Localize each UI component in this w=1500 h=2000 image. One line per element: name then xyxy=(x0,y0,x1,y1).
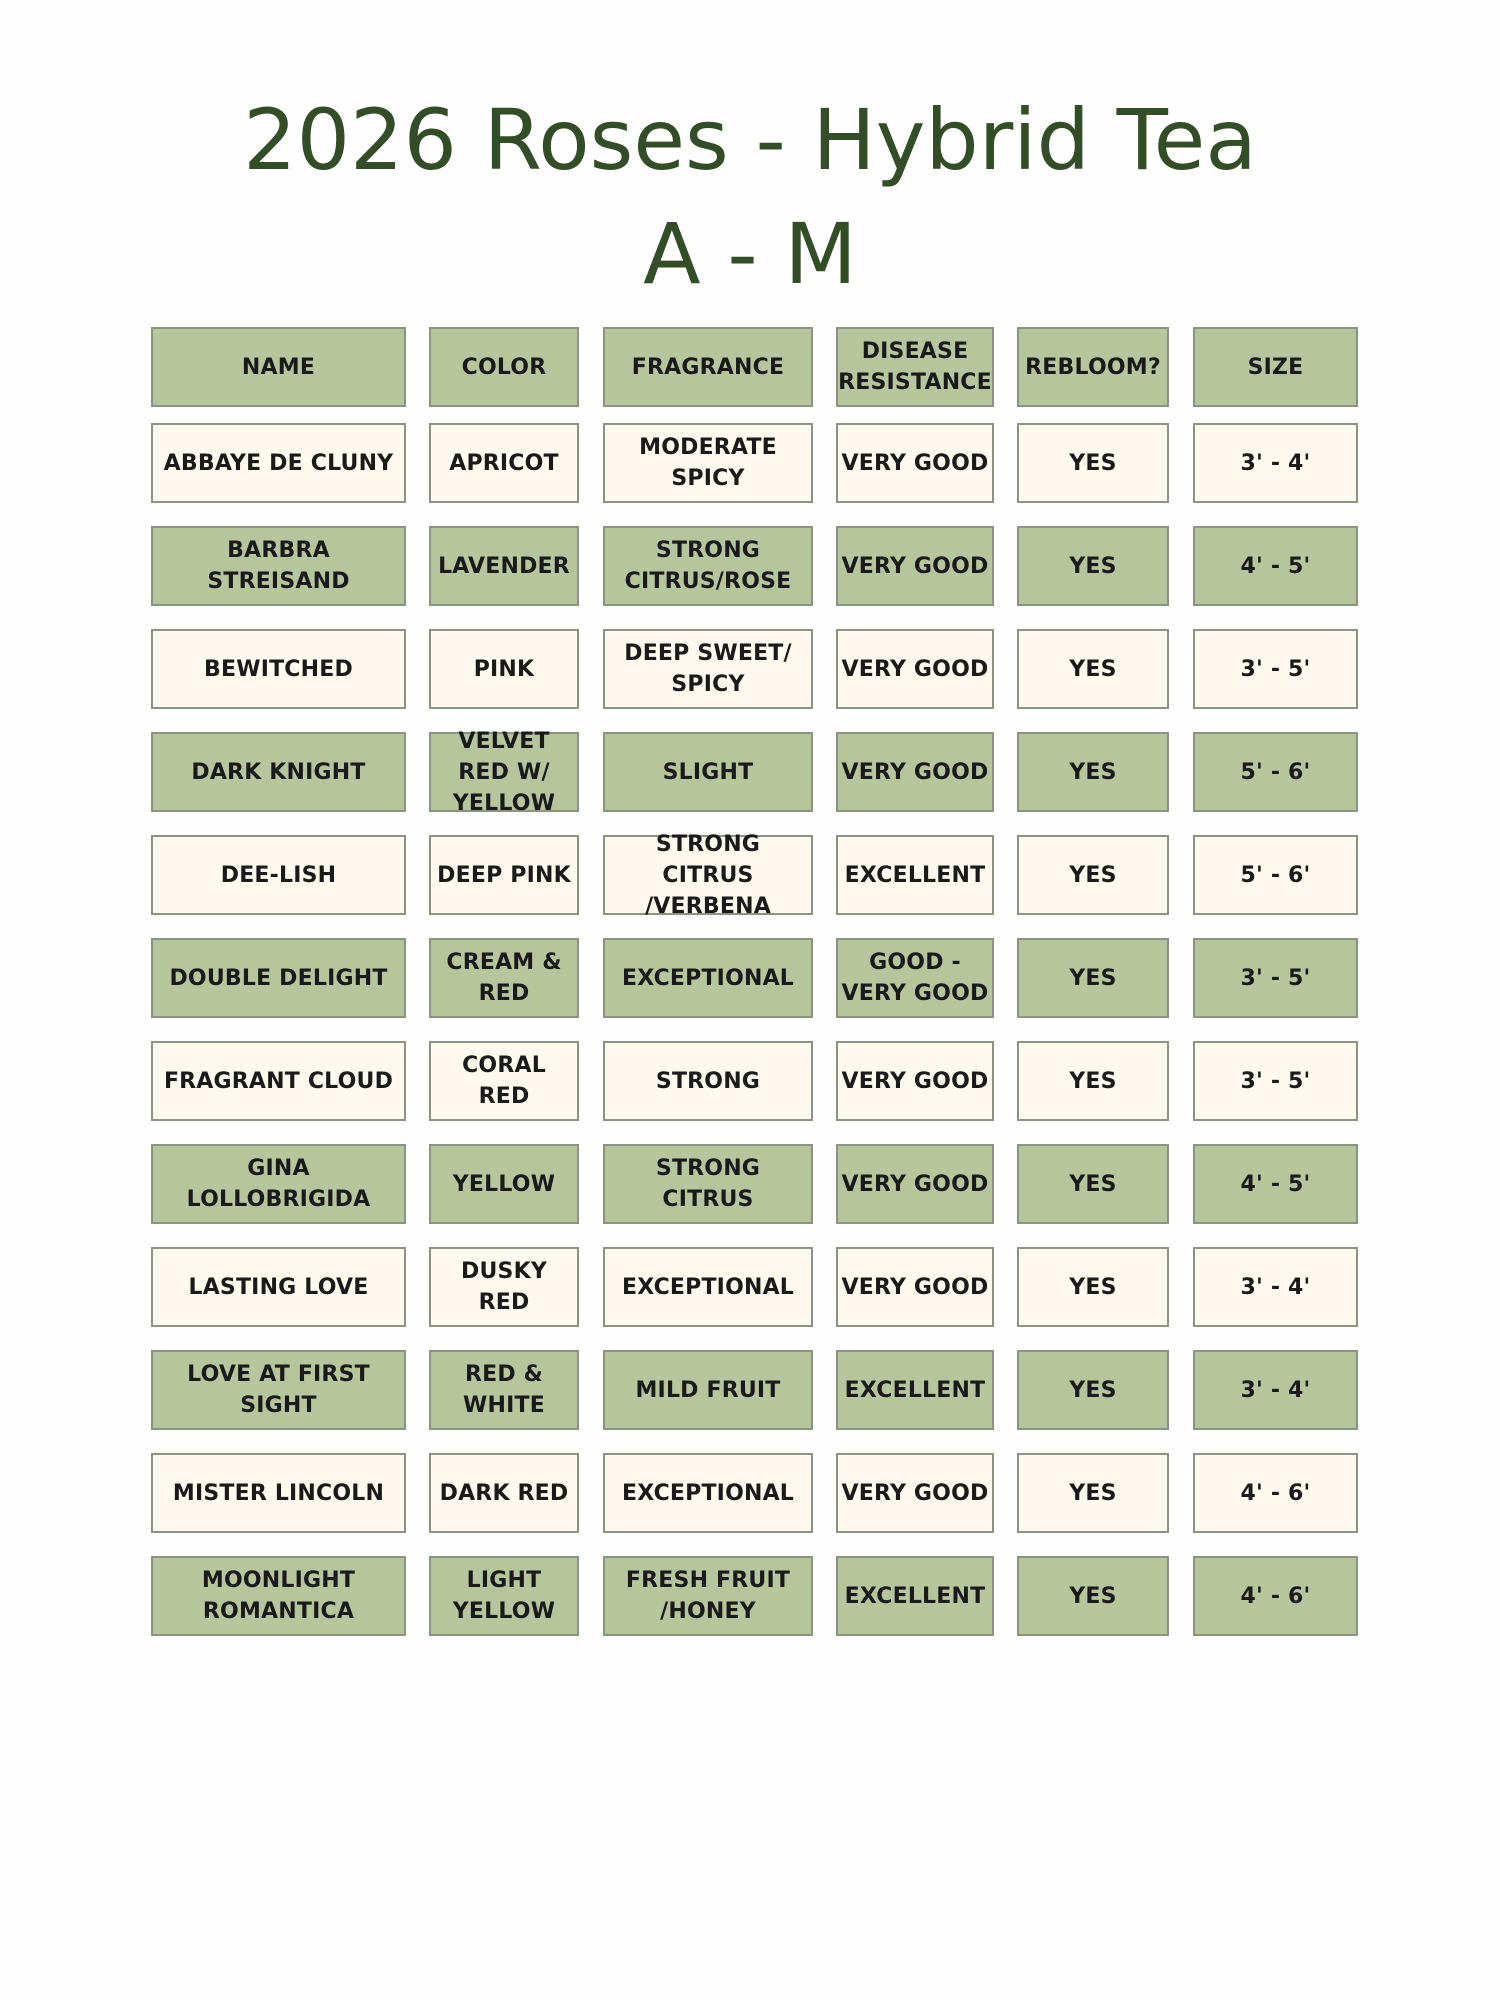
rebloom-cell: YES xyxy=(1017,1247,1169,1327)
size-cell: 3' - 4' xyxy=(1193,1350,1358,1430)
name-cell: LASTING LOVE xyxy=(151,1247,406,1327)
name-cell: GINA LOLLOBRIGIDA xyxy=(151,1144,406,1224)
size-cell: 5' - 6' xyxy=(1193,732,1358,812)
fragrance-cell: MODERATE SPICY xyxy=(603,423,813,503)
fragrance-cell: DEEP SWEET/ SPICY xyxy=(603,629,813,709)
color-cell: LAVENDER xyxy=(429,526,579,606)
size-cell: 3' - 5' xyxy=(1193,1041,1358,1121)
name-cell: BARBRA STREISAND xyxy=(151,526,406,606)
disease-resistance-cell: VERY GOOD xyxy=(836,526,994,606)
color-cell: CREAM & RED xyxy=(429,938,579,1018)
fragrance-cell: SLIGHT xyxy=(603,732,813,812)
size-cell: 4' - 6' xyxy=(1193,1453,1358,1533)
table-row xyxy=(151,1041,1361,1121)
header-size: SIZE xyxy=(1193,327,1358,407)
disease-resistance-cell: VERY GOOD xyxy=(836,1144,994,1224)
size-cell: 4' - 5' xyxy=(1193,526,1358,606)
rebloom-cell: YES xyxy=(1017,526,1169,606)
disease-resistance-cell: VERY GOOD xyxy=(836,1041,994,1121)
table-row xyxy=(151,423,1361,503)
rebloom-cell: YES xyxy=(1017,835,1169,915)
header-rebloom: REBLOOM? xyxy=(1017,327,1169,407)
disease-resistance-cell: GOOD - VERY GOOD xyxy=(836,938,994,1018)
page-subtitle: A - M xyxy=(643,205,857,303)
fragrance-cell: STRONG CITRUS /VERBENA xyxy=(603,835,813,915)
size-cell: 5' - 6' xyxy=(1193,835,1358,915)
header-name: NAME xyxy=(151,327,406,407)
color-cell: CORAL RED xyxy=(429,1041,579,1121)
fragrance-cell: EXCEPTIONAL xyxy=(603,938,813,1018)
fragrance-cell: FRESH FRUIT /HONEY xyxy=(603,1556,813,1636)
rebloom-cell: YES xyxy=(1017,1144,1169,1224)
color-cell: LIGHT YELLOW xyxy=(429,1556,579,1636)
size-cell: 4' - 6' xyxy=(1193,1556,1358,1636)
header-color: COLOR xyxy=(429,327,579,407)
table-row xyxy=(151,728,1361,816)
color-cell: PINK xyxy=(429,629,579,709)
rebloom-cell: YES xyxy=(1017,1453,1169,1533)
size-cell: 4' - 5' xyxy=(1193,1144,1358,1224)
size-cell: 3' - 5' xyxy=(1193,629,1358,709)
rebloom-cell: YES xyxy=(1017,423,1169,503)
color-cell: DUSKY RED xyxy=(429,1247,579,1327)
disease-resistance-cell: VERY GOOD xyxy=(836,423,994,503)
table-row xyxy=(151,938,1361,1018)
disease-resistance-cell: EXCELLENT xyxy=(836,1350,994,1430)
name-cell: ABBAYE DE CLUNY xyxy=(151,423,406,503)
color-cell: DEEP PINK xyxy=(429,835,579,915)
name-cell: LOVE AT FIRST SIGHT xyxy=(151,1350,406,1430)
name-cell: DARK KNIGHT xyxy=(151,732,406,812)
name-cell: MOONLIGHT ROMANTICA xyxy=(151,1556,406,1636)
name-cell: FRAGRANT CLOUD xyxy=(151,1041,406,1121)
rebloom-cell: YES xyxy=(1017,1041,1169,1121)
table-row xyxy=(151,526,1361,606)
size-cell: 3' - 5' xyxy=(1193,938,1358,1018)
table-row xyxy=(151,1350,1361,1430)
rebloom-cell: YES xyxy=(1017,1350,1169,1430)
size-cell: 3' - 4' xyxy=(1193,423,1358,503)
name-cell: DEE-LISH xyxy=(151,835,406,915)
page-title: 2026 Roses - Hybrid Tea xyxy=(243,91,1257,189)
disease-resistance-cell: VERY GOOD xyxy=(836,1247,994,1327)
disease-resistance-cell: VERY GOOD xyxy=(836,732,994,812)
rebloom-cell: YES xyxy=(1017,1556,1169,1636)
table-row xyxy=(151,1144,1361,1224)
table-row xyxy=(151,1453,1361,1533)
color-cell: YELLOW xyxy=(429,1144,579,1224)
name-cell: DOUBLE DELIGHT xyxy=(151,938,406,1018)
header-fragrance: FRAGRANCE xyxy=(603,327,813,407)
fragrance-cell: STRONG CITRUS xyxy=(603,1144,813,1224)
color-cell: VELVET RED W/ YELLOW xyxy=(429,732,579,812)
fragrance-cell: MILD FRUIT xyxy=(603,1350,813,1430)
name-cell: MISTER LINCOLN xyxy=(151,1453,406,1533)
fragrance-cell: EXCEPTIONAL xyxy=(603,1453,813,1533)
color-cell: DARK RED xyxy=(429,1453,579,1533)
disease-resistance-cell: VERY GOOD xyxy=(836,629,994,709)
header-row xyxy=(151,327,1361,407)
header-disease-resistance: DISEASE RESISTANCE xyxy=(836,327,994,407)
fragrance-cell: EXCEPTIONAL xyxy=(603,1247,813,1327)
name-cell: BEWITCHED xyxy=(151,629,406,709)
fragrance-cell: STRONG xyxy=(603,1041,813,1121)
disease-resistance-cell: VERY GOOD xyxy=(836,1453,994,1533)
fragrance-cell: STRONG CITRUS/ROSE xyxy=(603,526,813,606)
table-row xyxy=(151,831,1361,919)
disease-resistance-cell: EXCELLENT xyxy=(836,835,994,915)
disease-resistance-cell: EXCELLENT xyxy=(836,1556,994,1636)
size-cell: 3' - 4' xyxy=(1193,1247,1358,1327)
rebloom-cell: YES xyxy=(1017,732,1169,812)
table-row xyxy=(151,1247,1361,1327)
color-cell: RED & WHITE xyxy=(429,1350,579,1430)
table-row xyxy=(151,1556,1361,1636)
color-cell: APRICOT xyxy=(429,423,579,503)
rebloom-cell: YES xyxy=(1017,938,1169,1018)
rebloom-cell: YES xyxy=(1017,629,1169,709)
table-row xyxy=(151,629,1361,709)
